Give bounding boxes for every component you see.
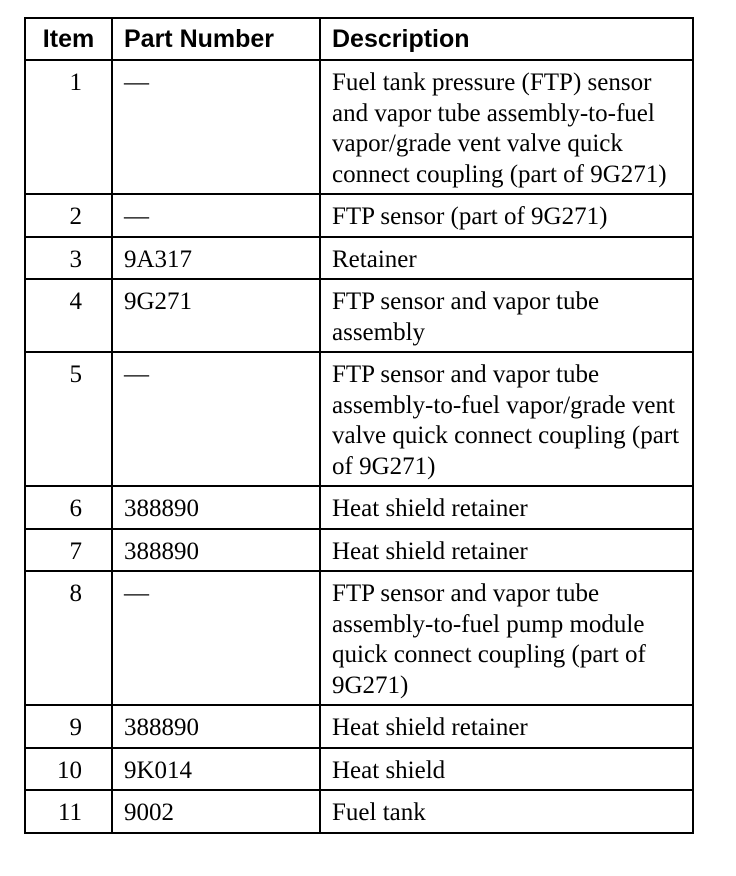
- header-part-number: Part Number: [112, 18, 320, 60]
- part-number-cell: 388890: [112, 529, 320, 572]
- item-cell: 2: [25, 194, 112, 237]
- header-item: Item: [25, 18, 112, 60]
- part-number-cell: —: [112, 571, 320, 705]
- table-row: [25, 748, 693, 791]
- part-number-cell: —: [112, 60, 320, 194]
- table-row: [25, 352, 693, 486]
- description-cell: FTP sensor and vapor tube assembly-to-fuel vapor/grade vent valve quick connect coupling (part of 9G271): [320, 352, 693, 486]
- item-cell: 10: [25, 748, 112, 791]
- description-cell: Heat shield: [320, 748, 693, 791]
- item-cell: 3: [25, 237, 112, 280]
- description-cell: Fuel tank: [320, 790, 693, 833]
- description-cell: Heat shield retainer: [320, 705, 693, 748]
- table-row: [25, 705, 693, 748]
- table-header-row: [25, 18, 693, 60]
- table-row: [25, 237, 693, 280]
- description-cell: FTP sensor and vapor tube assembly: [320, 279, 693, 352]
- header-description: Description: [320, 18, 693, 60]
- table-row: [25, 279, 693, 352]
- part-number-cell: 9A317: [112, 237, 320, 280]
- item-cell: 5: [25, 352, 112, 486]
- item-cell: 1: [25, 60, 112, 194]
- table-row: [25, 60, 693, 194]
- table-row: [25, 571, 693, 705]
- description-cell: Fuel tank pressure (FTP) sensor and vapor tube assembly-to-fuel vapor/grade vent valve quick connect coupling (part of 9G271): [320, 60, 693, 194]
- part-number-cell: 9K014: [112, 748, 320, 791]
- part-number-cell: 388890: [112, 705, 320, 748]
- item-cell: 7: [25, 529, 112, 572]
- parts-table: [24, 17, 694, 834]
- table-row: [25, 486, 693, 529]
- item-cell: 8: [25, 571, 112, 705]
- description-cell: Retainer: [320, 237, 693, 280]
- description-cell: Heat shield retainer: [320, 529, 693, 572]
- table-row: [25, 790, 693, 833]
- item-cell: 6: [25, 486, 112, 529]
- part-number-cell: 9G271: [112, 279, 320, 352]
- item-cell: 4: [25, 279, 112, 352]
- description-cell: FTP sensor (part of 9G271): [320, 194, 693, 237]
- part-number-cell: 9002: [112, 790, 320, 833]
- table-row: [25, 194, 693, 237]
- table-row: [25, 529, 693, 572]
- part-number-cell: 388890: [112, 486, 320, 529]
- part-number-cell: —: [112, 194, 320, 237]
- part-number-cell: —: [112, 352, 320, 486]
- description-cell: Heat shield retainer: [320, 486, 693, 529]
- item-cell: 9: [25, 705, 112, 748]
- description-cell: FTP sensor and vapor tube assembly-to-fuel pump module quick connect coupling (part of 9G271): [320, 571, 693, 705]
- item-cell: 11: [25, 790, 112, 833]
